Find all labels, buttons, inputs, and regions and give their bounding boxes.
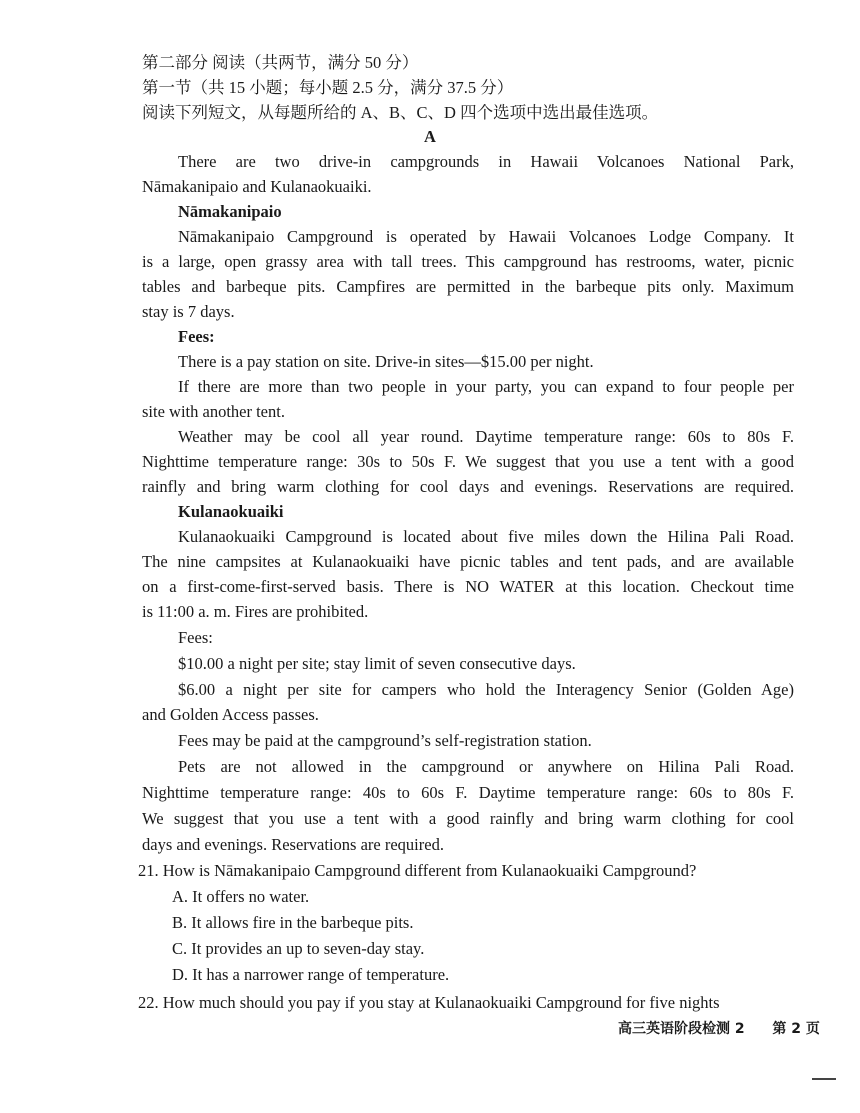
intro-line: There are two drive-in campgrounds in Hawaii Volcanoes National Park,	[178, 152, 794, 171]
fee-line: Fees may be paid at the campground’s self-registration station.	[178, 731, 592, 750]
option-d: D. It has a narrower range of temperature.	[172, 965, 450, 984]
footer-label: 高三英语阶段检测 2	[618, 1021, 745, 1037]
page-number: 第 2 页	[772, 1021, 820, 1037]
page-footer	[618, 1018, 820, 1038]
paragraph-line: site with another tent.	[142, 402, 285, 421]
option-b: B. It allows fire in the barbeque pits.	[172, 913, 414, 932]
paragraph-line: Nighttime temperature range: 40s to 60s F. Daytime temperature range: 60s to 80s F.	[142, 783, 794, 802]
paragraph-line: is 11:00 a. m. Fires are prohibited.	[142, 602, 369, 621]
paragraph-line: We suggest that you use a tent with a good rainfly and bring warm clothing for cool	[142, 809, 794, 828]
fee-line: There is a pay station on site. Drive-in sites—$15.00 per night.	[178, 352, 594, 371]
paragraph-line: days and evenings. Reservations are required.	[142, 835, 444, 854]
instruction: 阅读下列短文，从每题所给的 A、B、C、D 四个选项中选出最佳选项。	[142, 103, 659, 122]
paragraph-line: Pets are not allowed in the campground or anywhere on Hilina Pali Road.	[178, 757, 794, 776]
section-heading-namakanipaio: Nāmakanipaio	[178, 202, 282, 221]
paragraph-line: Kulanaokuaiki Campground is located about five miles down the Hilina Pali Road.	[178, 527, 794, 546]
fee-line: $10.00 a night per site; stay limit of seven consecutive days.	[178, 654, 576, 673]
paragraph-line: Nighttime temperature range: 30s to 50s F. We suggest that you use a tent with a good	[142, 452, 794, 471]
paragraph-line: Nāmakanipaio Campground is operated by Hawaii Volcanoes Lodge Company. It	[178, 227, 794, 246]
fees-label: Fees:	[178, 628, 213, 647]
question-22: 22. How much should you pay if you stay at Kulanaokuaiki Campground for five nights	[138, 993, 720, 1012]
scan-mark	[812, 1078, 836, 1080]
paragraph-line: is a large, open grassy area with tall trees. This campground has restrooms, water, picnic	[142, 252, 794, 271]
paragraph-line: rainfly and bring warm clothing for cool days and evenings. Reservations are required.	[142, 477, 794, 496]
paragraph-line: The nine campsites at Kulanaokuaiki have picnic tables and tent pads, and are available	[142, 552, 794, 571]
paragraph-line: If there are more than two people in your party, you can expand to four people per	[178, 377, 794, 396]
fee-line: and Golden Access passes.	[142, 705, 319, 724]
question-21: 21. How is Nāmakanipaio Campground different from Kulanaokuaiki Campground?	[138, 861, 697, 880]
fee-line: $6.00 a night per site for campers who hold the Interagency Senior (Golden Age)	[178, 680, 794, 699]
paragraph-line: tables and barbeque pits. Campfires are permitted in the barbeque pits only. Maximum	[142, 277, 794, 296]
option-c: C. It provides an up to seven-day stay.	[172, 939, 425, 958]
option-a: A. It offers no water.	[172, 887, 310, 906]
intro-line: Nāmakanipaio and Kulanaokuaiki.	[142, 177, 372, 196]
section-heading: 第一节（共 15 小题；每小题 2.5 分，满分 37.5 分）	[142, 78, 514, 97]
paragraph-line: Weather may be cool all year round. Daytime temperature range: 60s to 80s F.	[178, 427, 794, 446]
part-heading: 第二部分 阅读（共两节，满分 50 分）	[142, 53, 419, 72]
paragraph-line: stay is 7 days.	[142, 302, 235, 321]
passage-letter: A	[424, 127, 436, 146]
section-heading-kulanaokuaiki: Kulanaokuaiki	[178, 502, 284, 521]
fees-label: Fees:	[178, 327, 215, 346]
paragraph-line: on a first-come-first-served basis. There is NO WATER at this location. Checkout time	[142, 577, 794, 596]
